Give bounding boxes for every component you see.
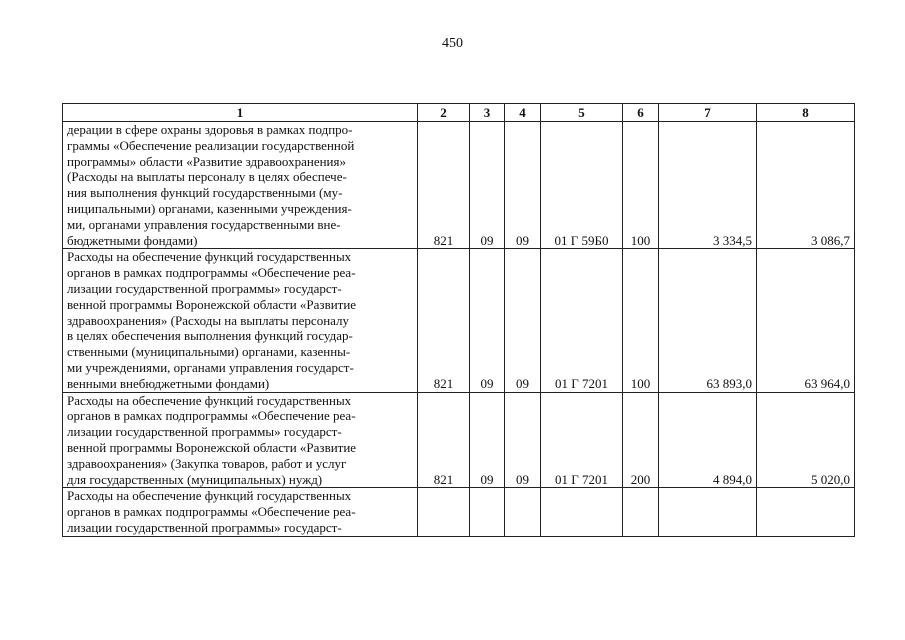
cell-expense-type — [623, 488, 659, 536]
cell-code: 821 — [418, 122, 470, 249]
cell-amount-7 — [659, 488, 757, 536]
cell-target — [541, 488, 623, 536]
row-description — [63, 249, 418, 392]
table-row — [63, 122, 855, 249]
header-row — [63, 104, 855, 122]
table-row — [63, 249, 855, 392]
description-line: здравоохранения» (Расходы на выплаты персоналу — [67, 312, 350, 328]
description-line: Расходы на обеспечение функций государственных — [67, 392, 352, 408]
description-line: ми, органами управления государственными вне- — [67, 216, 341, 232]
description-line: органов в рамках подпрограммы «Обеспечение реа- — [67, 408, 356, 424]
cell-code: 821 — [418, 392, 470, 488]
cell-section — [470, 488, 505, 536]
cell-target: 01 Г 7201 — [541, 392, 623, 488]
cell-amount-7: 3 334,5 — [659, 122, 757, 249]
cell-section: 09 — [470, 122, 505, 249]
description-line: в целях обеспечения выполнения функций государ- — [67, 328, 353, 344]
description-line: лизации государственной программы» государст- — [67, 519, 342, 535]
cell-amount-8: 63 964,0 — [757, 249, 855, 392]
description-line: органов в рамках подпрограммы «Обеспечение реа- — [67, 504, 356, 520]
description-line: ственными (муниципальными) органами, казенны- — [67, 344, 351, 360]
description-line: программы» области «Развитие здравоохранения» — [67, 153, 346, 169]
cell-target: 01 Г 59Б0 — [541, 122, 623, 249]
column-header: 6 — [623, 104, 659, 122]
column-header: 5 — [541, 104, 623, 122]
description-line: венной программы Воронежской области «Развитие — [67, 439, 357, 455]
description-line: ния выполнения функций государственными (му- — [67, 185, 343, 201]
cell-subsection: 09 — [505, 249, 541, 392]
description-line: лизации государственной программы» государст- — [67, 424, 342, 440]
description-line: дерации в сфере охраны здоровья в рамках подпро- — [67, 122, 353, 137]
description-line: ми учреждениями, органами управления государст- — [67, 359, 354, 375]
cell-amount-7: 63 893,0 — [659, 249, 757, 392]
description-line: Расходы на обеспечение функций государственных — [67, 249, 352, 265]
description-line: органов в рамках подпрограммы «Обеспечение реа- — [67, 265, 356, 281]
cell-section: 09 — [470, 249, 505, 392]
cell-expense-type: 200 — [623, 392, 659, 488]
description-line: граммы «Обеспечение реализации государственной — [67, 137, 355, 153]
cell-amount-8 — [757, 488, 855, 536]
description-line: здравоохранения» (Закупка товаров, работ и услуг — [67, 455, 347, 471]
cell-expense-type: 100 — [623, 249, 659, 392]
column-header: 2 — [418, 104, 470, 122]
column-header: 7 — [659, 104, 757, 122]
cell-subsection — [505, 488, 541, 536]
description-line: бюджетными фондами) — [67, 232, 198, 248]
row-description — [63, 122, 418, 249]
description-line: Расходы на обеспечение функций государственных — [67, 488, 352, 504]
page-number: 450 — [442, 36, 463, 51]
row-description — [63, 488, 418, 536]
cell-code — [418, 488, 470, 536]
cell-code: 821 — [418, 249, 470, 392]
description-line: венной программы Воронежской области «Развитие — [67, 296, 357, 312]
column-header: 3 — [470, 104, 505, 122]
cell-subsection: 09 — [505, 392, 541, 488]
description-line: лизации государственной программы» государст- — [67, 280, 342, 296]
cell-expense-type: 100 — [623, 122, 659, 249]
budget-table — [62, 103, 855, 537]
column-header: 8 — [757, 104, 855, 122]
cell-subsection: 09 — [505, 122, 541, 249]
cell-amount-7: 4 894,0 — [659, 392, 757, 488]
description-line: (Расходы на выплаты персоналу в целях обеспече- — [67, 169, 347, 185]
description-line: для государственных (муниципальных) нужд) — [67, 471, 323, 487]
cell-target: 01 Г 7201 — [541, 249, 623, 392]
table-row — [63, 488, 855, 536]
cell-amount-8: 3 086,7 — [757, 122, 855, 249]
description-line: венными внебюджетными фондами) — [67, 375, 270, 391]
cell-amount-8: 5 020,0 — [757, 392, 855, 488]
row-description — [63, 392, 418, 488]
column-header: 4 — [505, 104, 541, 122]
description-line: ниципальными) органами, казенными учреждения- — [67, 200, 352, 216]
table-row — [63, 392, 855, 488]
cell-section: 09 — [470, 392, 505, 488]
column-header: 1 — [63, 104, 418, 122]
